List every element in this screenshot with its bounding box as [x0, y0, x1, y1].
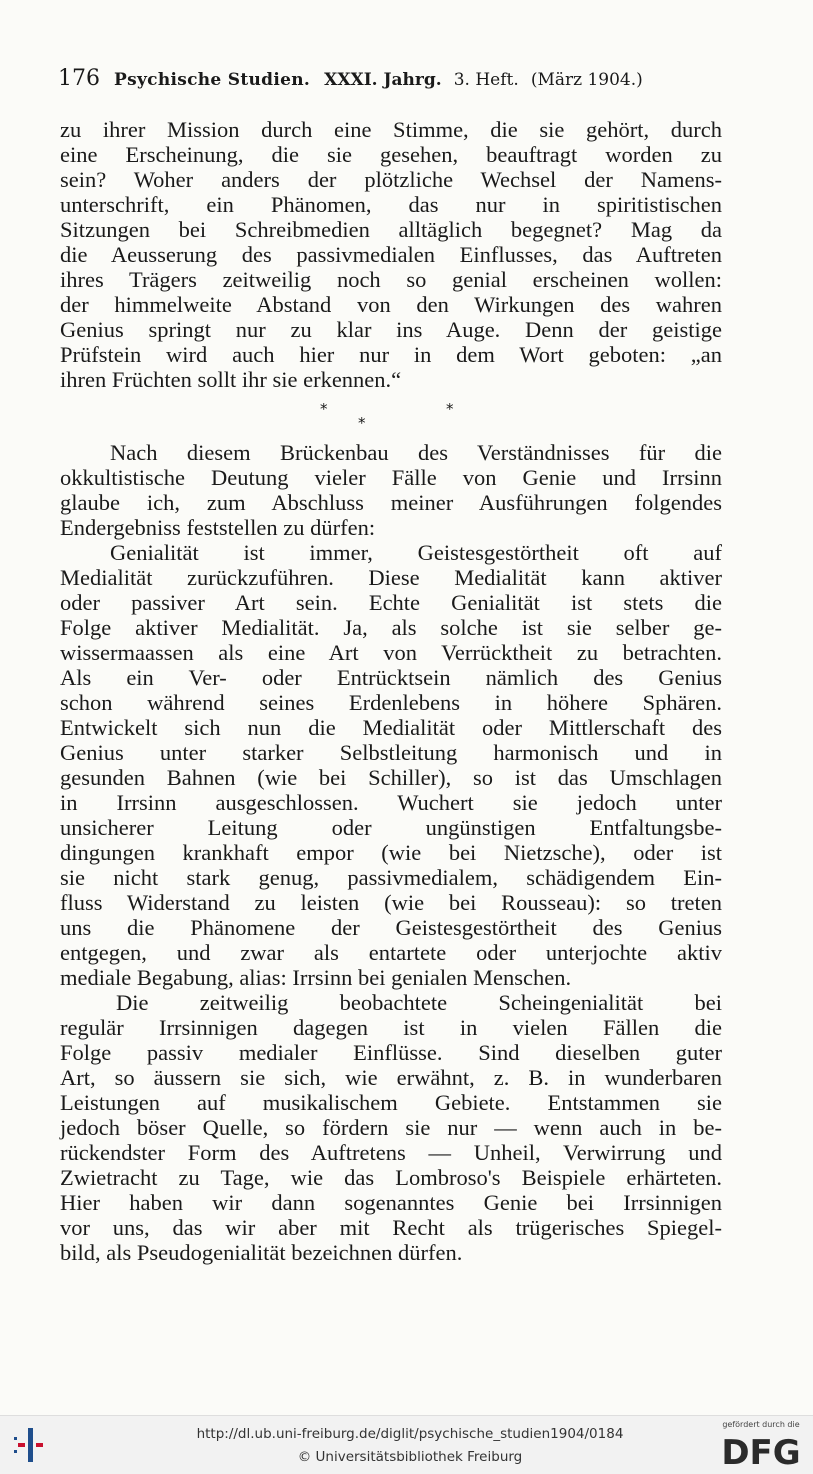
text-line: bild, als Pseudogenialität bezeichnen dürfen.	[60, 1240, 463, 1265]
issue-date: (März 1904.)	[530, 70, 643, 90]
text-line: rückendster Form des Auftretens — Unheil, Verwirrung und	[60, 1140, 722, 1165]
journal-title: Psychische Studien.	[114, 70, 311, 90]
text-line: ihren Früchten sollt ihr sie erkennen.“	[60, 367, 402, 392]
copyright-notice: © Universitätsbibliothek Freiburg	[297, 1449, 523, 1465]
viewer-footer	[0, 1415, 813, 1474]
text-line: schon während seines Erdenlebens in höhere Sphären.	[60, 690, 722, 715]
text-line: okkultistische Deutung vieler Fälle von Genie und Irrsinn	[60, 465, 722, 490]
text-line: ihres Trägers zeitweilig noch so genial erscheinen wollen:	[60, 267, 722, 292]
text-line: Sitzungen bei Schreibmedien alltäglich begegnet? Mag da	[60, 217, 722, 242]
dfg-logo	[716, 1420, 806, 1472]
running-header	[58, 64, 758, 94]
asterisk: *	[446, 400, 454, 418]
text-line: Genialität ist immer, Geistesgestörtheit oft auf	[110, 540, 722, 565]
text-line: Genius unter starker Selbstleitung harmonisch und in	[60, 740, 722, 765]
text-line: dingungen krankhaft empor (wie bei Nietzsche), oder ist	[60, 840, 722, 865]
text-line: Folge passiv medialer Einflüsse. Sind dieselben guter	[60, 1040, 722, 1065]
text-line: Leistungen auf musikalischem Gebiete. Entstammen sie	[60, 1090, 722, 1115]
text-line: vor uns, das wir aber mit Recht als trügerisches Spiegel-	[60, 1215, 722, 1240]
text-line: regulär Irrsinnigen dagegen ist in vielen Fällen die	[60, 1015, 722, 1040]
library-logo-icon	[10, 1424, 52, 1466]
text-line: uns die Phänomene der Geistesgestörtheit des Genius	[60, 915, 722, 940]
text-line: glaube ich, zum Abschluss meiner Ausführungen folgendes	[60, 490, 722, 515]
asterisk: *	[358, 414, 366, 432]
text-line: die Aeusserung des passivmedialen Einflusses, das Auftreten	[60, 242, 722, 267]
text-line: zu ihrer Mission durch eine Stimme, die sie gehört, durch	[60, 117, 722, 142]
text-line: Folge aktiver Medialität. Ja, als solche ist sie selber ge-	[60, 615, 722, 640]
text-line: in Irrsinn ausgeschlossen. Wuchert sie jedoch unter	[60, 790, 722, 815]
dfg-letters: DFG	[721, 1433, 801, 1469]
text-line: Als ein Ver- oder Entrücktsein nämlich des Genius	[60, 665, 722, 690]
text-line: unsicherer Leitung oder ungünstigen Entfaltungsbe-	[60, 815, 722, 840]
text-line: sie nicht stark genug, passivmedialem, schädigendem Ein-	[60, 865, 722, 890]
text-line: eine Erscheinung, die sie gesehen, beauftragt worden zu	[60, 142, 722, 167]
asterisk: *	[320, 400, 328, 418]
dfg-logo-icon	[718, 1431, 804, 1469]
text-line: Zwietracht zu Tage, wie das Lombroso's Beispiele erhärteten.	[60, 1165, 722, 1190]
page-number: 176	[58, 66, 100, 91]
text-line: entgegen, und zwar als entartete oder unterjochte aktiv	[60, 940, 722, 965]
text-line: der himmelweite Abstand von den Wirkungen des wahren	[60, 292, 722, 317]
text-line: Endergebniss feststellen zu dürfen:	[60, 515, 376, 540]
permalink-url[interactable]: http://dl.ub.uni-freiburg.de/diglit/psychische_studien1904/0184	[196, 1426, 624, 1442]
text-line: jedoch böser Quelle, so fördern sie nur — wenn auch in be-	[60, 1115, 722, 1140]
text-line: fluss Widerstand zu leisten (wie bei Rousseau): so treten	[60, 890, 722, 915]
text-line: wissermaassen als eine Art von Verrücktheit zu betrachten.	[60, 640, 722, 665]
text-line: Nach diesem Brückenbau des Verständnisses für die	[110, 440, 722, 465]
text-line: oder passiver Art sein. Echte Genialität ist stets die	[60, 590, 722, 615]
text-line: sein? Woher anders der plötzliche Wechsel der Namens-	[60, 167, 722, 192]
issue-label: 3. Heft.	[453, 70, 519, 90]
text-line: unterschrift, ein Phänomen, das nur in spiritistischen	[60, 192, 722, 217]
text-line: Entwickelt sich nun die Medialität oder Mittlerschaft des	[60, 715, 722, 740]
text-line: mediale Begabung, alias: Irrsinn bei genialen Menschen.	[60, 965, 572, 990]
text-line: Medialität zurückzuführen. Diese Medialität kann aktiver	[60, 565, 722, 590]
text-line: Die zeitweilig beobachtete Scheingenialität bei	[116, 990, 722, 1015]
text-line: Genius springt nur zu klar ins Auge. Denn der geistige	[60, 317, 722, 342]
text-line: gesunden Bahnen (wie bei Schiller), so ist das Umschlagen	[60, 765, 722, 790]
text-line: Art, so äussern sie sich, wie erwähnt, z. B. in wunderbaren	[60, 1065, 722, 1090]
dfg-caption: gefördert durch die	[722, 1420, 800, 1429]
text-line: Hier haben wir dann sogenanntes Genie bei Irrsinnigen	[60, 1190, 722, 1215]
section-break	[320, 398, 460, 434]
volume-label: XXXI. Jahrg.	[324, 70, 442, 90]
text-line: Prüfstein wird auch hier nur in dem Wort geboten: „an	[60, 342, 722, 367]
